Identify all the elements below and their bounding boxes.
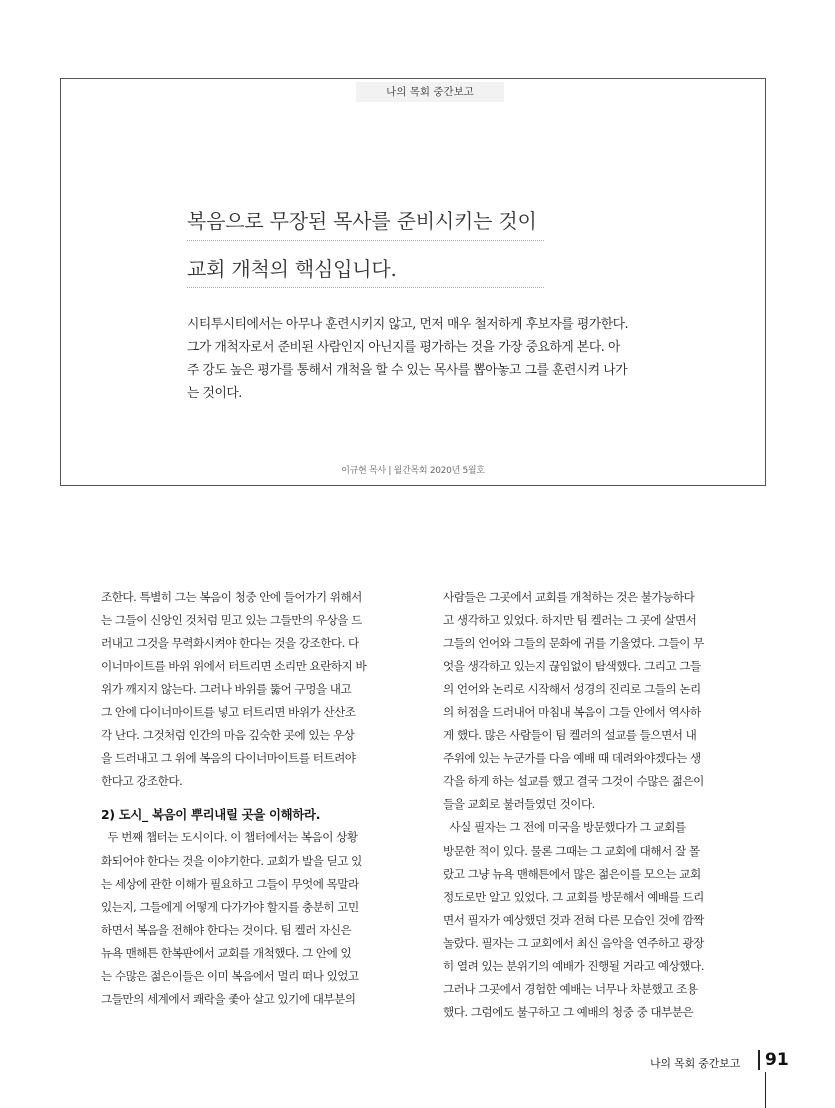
body-line: 는 세상에 관한 이해가 필요하고 그들이 무엇에 목말라 [101, 876, 359, 891]
footer-divider [758, 1050, 760, 1070]
summary-line: 그가 개척자로서 준비된 사람인지 아닌지를 평가하는 것을 가장 중요하게 본다. 아 [187, 340, 620, 355]
body-line: 는 수많은 젊은이들은 이미 복음에서 멀리 떠나 있었고 [101, 968, 359, 983]
body-line: 두 번째 챕터는 도시이다. 이 챕터에서는 복음이 상황 [101, 830, 358, 845]
body-line: 있는지, 그들에게 어떻게 다가가야 할지를 충분히 고민 [101, 899, 359, 914]
body-line: 그들만의 세계에서 쾌락을 좇아 살고 있기에 대부분의 [101, 991, 356, 1006]
body-line: 들을 교회로 불러들였던 것이다. [443, 797, 595, 812]
body-line: 엇을 생각하고 있는지 끊임없이 탐색했다. 그리고 그들 [443, 659, 701, 674]
body-line: 의 언어와 논리로 시작해서 성경의 진리로 그들의 논리 [443, 682, 701, 697]
headline-line-2: 교회 개척의 핵심입니다. [187, 257, 397, 281]
body-line: 했다. 그럼에도 불구하고 그 예배의 청중 중 대부분은 [443, 1004, 694, 1019]
page-edge-rule [765, 1072, 766, 1108]
body-line: 하면서 복음을 전해야 한다는 것이다. 팀 켈러 자신은 [101, 922, 352, 937]
body-line: 면서 필자가 예상했던 것과 전혀 다른 모습인 것에 깜짝 [443, 912, 704, 927]
body-line: 각을 하게 하는 설교를 했고 결국 그것이 수많은 젊은이 [443, 774, 704, 789]
article-summary [187, 313, 700, 405]
body-line: 조한다. 특별히 그는 복음이 청중 안에 들어가기 위해서 [101, 590, 362, 604]
body-line: 사람들은 그곳에서 교회를 개척하는 것은 불가능하다 [443, 590, 695, 604]
body-line: 히 열려 있는 분위기의 예배가 진행될 거라고 예상했다. [443, 958, 704, 973]
page-number: 91 [765, 1050, 789, 1070]
article-frame [60, 78, 766, 486]
summary-line: 시티투시티에서는 아무나 훈련시키지 않고, 먼저 매우 철저하게 후보자를 평가한다. [187, 317, 629, 332]
body-line: 뉴욕 맨해튼 한복판에서 교회를 개척했다. 그 안에 있 [101, 945, 352, 960]
summary-line: 주 강도 높은 평가를 통해서 개척을 할 수 있는 목사를 뽑아놓고 그를 훈련시켜 나가 [187, 363, 628, 378]
body-line: 각 난다. 그것처럼 인간의 마음 깊숙한 곳에 있는 우상 [101, 728, 355, 743]
body-line: 는 그들이 신앙인 것처럼 믿고 있는 그들만의 우상을 드 [101, 613, 362, 628]
body-column-left [101, 586, 406, 1011]
body-line: 그들의 언어와 그들의 문화에 귀를 기울였다. 그들이 무 [443, 636, 704, 651]
paragraph-gap [101, 793, 406, 803]
footer-section-name: 나의 목회 중간보고 [650, 1057, 741, 1070]
body-line: 을 드러내고 그 위에 복음의 다이너마이트를 터트려야 [101, 751, 356, 766]
headline-divider [187, 240, 544, 241]
body-line: 러내고 그것을 무력화시켜야 한다는 것을 강조한다. 다 [101, 636, 359, 651]
headline-line-1: 복음으로 무장된 목사를 준비시키는 것이 [187, 209, 537, 233]
body-line: 고 생각하고 있었다. 하지만 팀 켈러는 그 곳에 살면서 [443, 613, 697, 628]
body-line: 사실 필자는 그 전에 미국을 방문했다가 그 교회를 [443, 820, 686, 835]
body-line: 주위에 있는 누군가를 다음 예배 때 데려와야겠다는 생 [443, 751, 701, 766]
article-source: 이규현 목사 | 월간목회 2020년 5월호 [341, 466, 485, 476]
summary-line: 는 것이다. [187, 386, 242, 401]
section-subheading: 2) 도시_ 복음이 뿌리내릴 곳을 이해하라. [101, 807, 321, 823]
body-line: 방문한 적이 있다. 물론 그때는 그 교회에 대해서 잘 몰 [443, 843, 700, 858]
headline-divider [187, 287, 544, 288]
body-line: 놀랐다. 필자는 그 교회에서 최신 음악을 연주하고 광장 [443, 935, 704, 950]
body-line: 한다고 강조한다. [101, 774, 183, 789]
body-line: 정도로만 알고 있었다. 그 교회를 방문해서 예배를 드리 [443, 889, 704, 904]
body-line: 게 했다. 많은 사람들이 팀 켈러의 설교를 들으면서 내 [443, 728, 697, 743]
body-line: 위가 깨지지 않는다. 그러나 바위를 뚫어 구멍을 내고 [101, 682, 352, 697]
body-column-right [443, 586, 748, 1024]
body-line: 화되어야 한다는 것을 이야기한다. 교회가 발을 딛고 있 [101, 853, 362, 868]
body-line: 랐고 그냥 뉴욕 맨해튼에서 많은 젊은이를 모으는 교회 [443, 866, 701, 881]
body-line: 이너마이트를 바위 위에서 터트리면 소리만 요란하지 바 [101, 659, 367, 674]
body-line: 그러나 그곳에서 경험한 예배는 너무나 차분했고 조용 [443, 981, 698, 996]
body-line: 의 허점을 드러내어 마침내 복음이 그들 안에서 역사하 [443, 705, 701, 720]
section-tag: 나의 목회 중간보고 [356, 82, 504, 102]
body-line: 그 안에 다이너마이트를 넣고 터트리면 바위가 산산조 [101, 705, 356, 720]
